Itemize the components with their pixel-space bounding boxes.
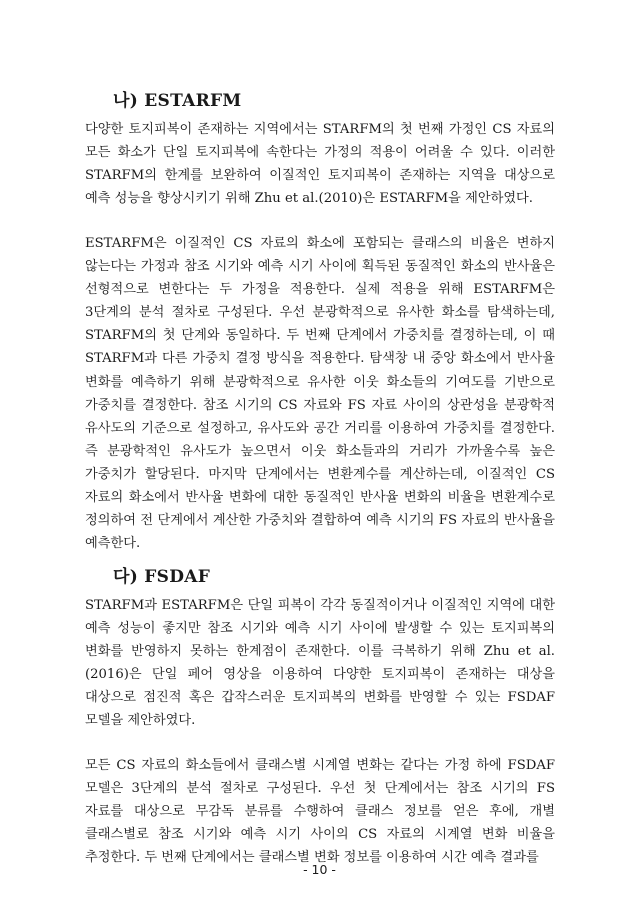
section-heading-estarfm: 나) ESTARFM — [113, 91, 242, 111]
paragraph-fsdaf-intro: STARFM과 ESTARFM은 단일 피복이 각각 동질적이거나 이질적인 지역에 대한 예측 성능이 좋지만 참조 시기와 예측 시기 사이에 발생할 수 있는 토지피복의 변화를 반영하지 못하는 한계점이 존재한다. 이를 극복하기 위해 Zhu et al.(2016)은 단일 페어 영상을 이용하여 다양한 토지피복이 존재하는 대상을 대상으로 점진적 혹은 갑작스러운 토지피복의 변화를 반영할 수 있는 FSDAF 모델을 제안하였다. — [85, 598, 555, 729]
section-heading-fsdaf: 다) FSDAF — [113, 567, 211, 587]
paragraph-fsdaf-method: 모든 CS 자료의 화소들에서 클래스별 시계열 변화는 같다는 가정 하에 FSDAF 모델은 3단계의 분석 절차로 구성된다. 우선 첫 단계에서는 참조 시기의 FS 자료를 대상으로 무감독 분류를 수행하여 클래스 정보를 얻은 후에, 개별 클래스별로 참조 시기와 예측 시기 사이의 CS 자료의 시계열 변화 비율을 추정한다. 두 번째 단계에서는 클래스별 변화 정보를 이용하여 시간 예측 결과를 — [85, 758, 555, 866]
page-number: - 10 - — [303, 862, 336, 877]
paragraph-estarfm-intro: 다양한 토지피복이 존재하는 지역에서는 STARFM의 첫 번째 가정인 CS 자료의 모든 화소가 단일 토지피복에 속한다는 가정의 적용이 어려울 수 있다. 이러한 STARFM의 한계를 보완하여 이질적인 토지피복이 존재하는 지역을 대상으로 예측 성능을 향상시키기 위해 Zhu et al.(2010)은 ESTARFM을 제안하였다. — [85, 122, 555, 207]
paragraph-estarfm-method: ESTARFM은 이질적인 CS 자료의 화소에 포함되는 클래스의 비율은 변하지 않는다는 가정과 참조 시기와 예측 시기 사이에 획득된 동질적인 화소의 반사율은 선형적으로 변한다는 두 가정을 적용한다. 실제 적용을 위해 ESTARFM은 3단계의 분석 절차로 구성된다. 우선 분광학적으로 유사한 화소를 탐색하는데, STARFM의 첫 단계와 동일하다. 두 번째 단계에서 가중치를 결정하는데, 이 때 STARFM과 다른 가중치 결정 방식을 적용한다. 탐색창 내 중앙 화소에서 반사율 변화를 예측하기 위해 분광학적으로 유사한 이웃 화소들의 기여도를 기반으로 가중치를 결정한다. 참조 시기의 CS 자료와 FS 자료 사이의 상관성을 분광학적 유사도의 기준으로 설정하고, 유사도와 공간 거리를 이용하여 가중치를 결정한다. 즉 분광학적인 유사도가 높으면서 이웃 화소들과의 거리가 가까울수록 높은 가중치가 할당된다. 마지막 단계에서는 변환계수를 계산하는데, 이질적인 CS 자료의 화소에서 반사율 변화에 대한 동질적인 반사율 변화의 비율을 변환계수로 정의하여 전 단계에서 계산한 가중치와 결합하여 예측 시기의 FS 자료의 반사율을 예측한다. — [85, 236, 555, 552]
